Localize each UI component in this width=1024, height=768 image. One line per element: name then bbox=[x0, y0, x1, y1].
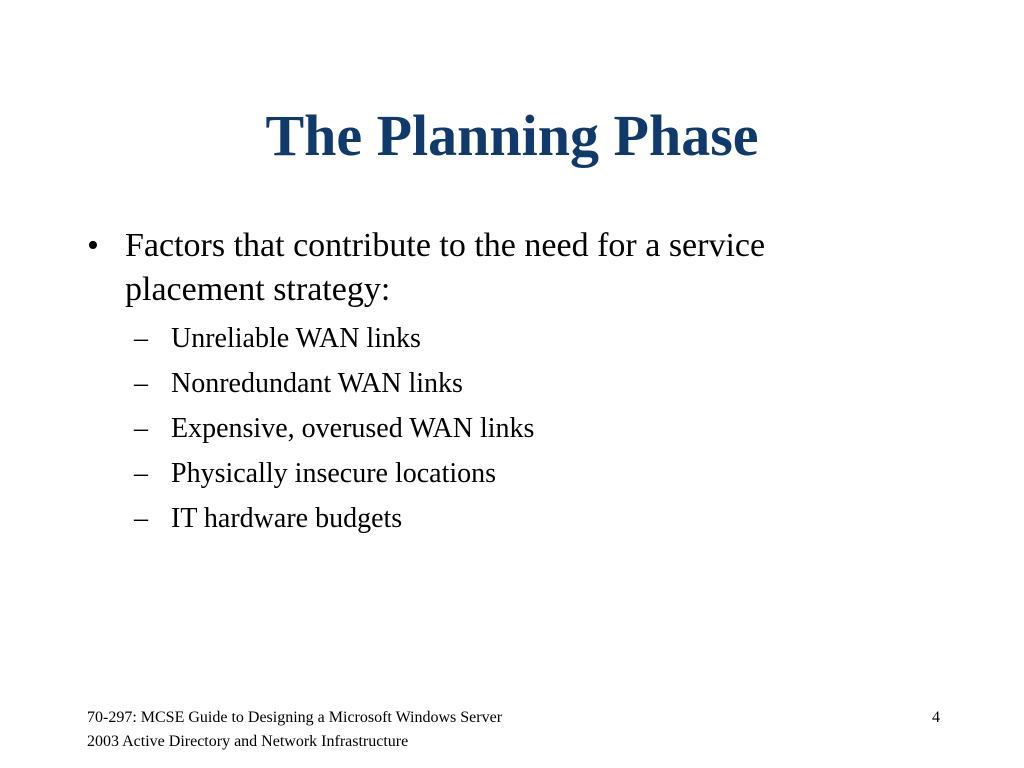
sub-bullet-item bbox=[0, 496, 1024, 541]
slide-content bbox=[0, 224, 1024, 541]
sub-bullet-list bbox=[0, 316, 1024, 541]
slide-title: The Planning Phase bbox=[265, 103, 759, 168]
sub-bullet-marker: – bbox=[134, 323, 148, 354]
footer-line-2: 2003 Active Directory and Network Infrastructure bbox=[87, 733, 409, 750]
sub-bullet-text: Expensive, overused WAN links bbox=[171, 413, 535, 444]
sub-bullet-marker: – bbox=[134, 368, 148, 399]
bullet-marker: • bbox=[87, 227, 99, 264]
sub-bullet-item bbox=[0, 316, 1024, 361]
page-number: 4 bbox=[932, 709, 940, 726]
bullet-item bbox=[0, 224, 905, 312]
sub-bullet-marker: – bbox=[134, 458, 148, 489]
footer-line-1: 70-297: MCSE Guide to Designing a Microsoft Windows Server bbox=[87, 709, 503, 726]
sub-bullet-text: Physically insecure locations bbox=[171, 458, 497, 489]
sub-bullet-marker: – bbox=[134, 503, 148, 534]
sub-bullet-text: Unreliable WAN links bbox=[171, 323, 421, 354]
sub-bullet-text: IT hardware budgets bbox=[171, 503, 403, 534]
sub-bullet-item bbox=[0, 406, 1024, 451]
sub-bullet-item bbox=[0, 451, 1024, 496]
sub-bullet-text: Nonredundant WAN links bbox=[171, 368, 463, 399]
sub-bullet-marker: – bbox=[134, 413, 148, 444]
bullet-text: Factors that contribute to the need for a service placement strategy: bbox=[125, 227, 766, 308]
footer-course-title bbox=[87, 706, 647, 754]
sub-bullet-item bbox=[0, 361, 1024, 406]
